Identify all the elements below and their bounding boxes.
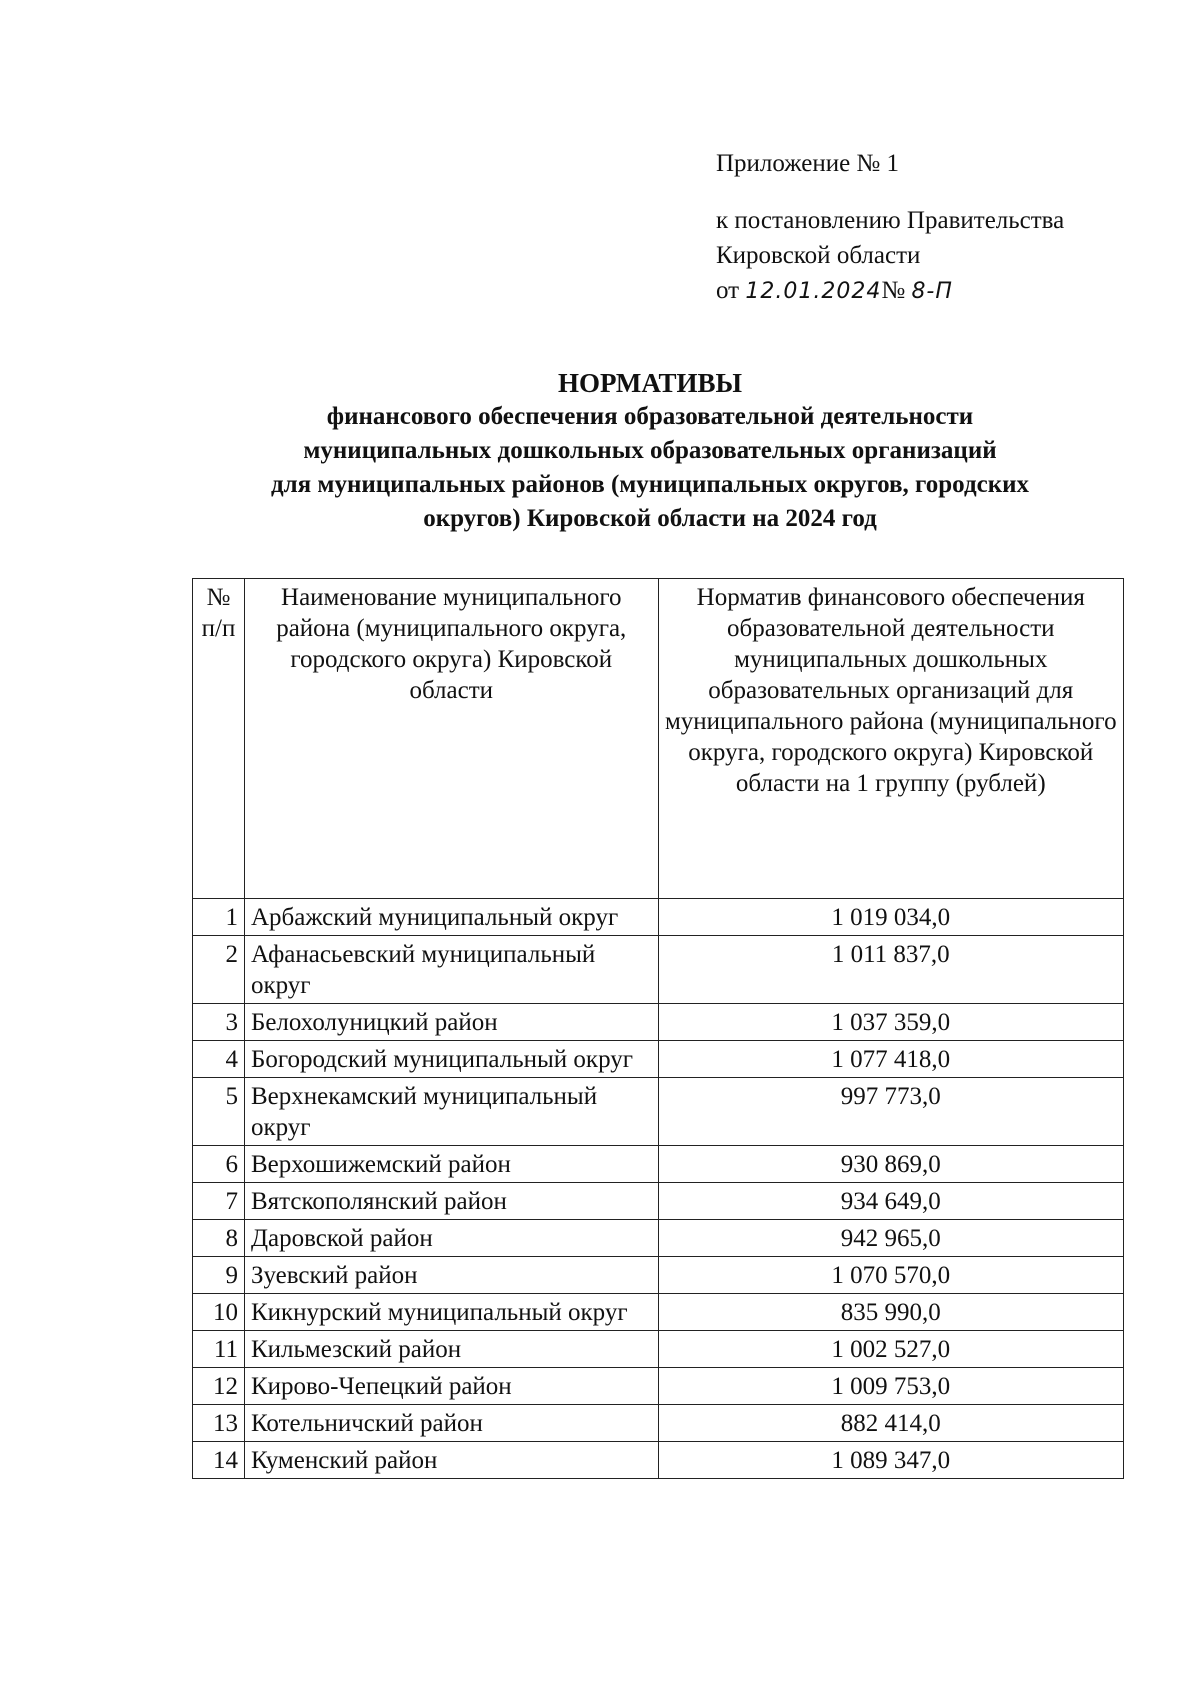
appendix-region-line: Кировской области [716, 242, 921, 269]
row-number: 14 [193, 1442, 245, 1479]
row-value: 882 414,0 [658, 1405, 1123, 1442]
row-value: 942 965,0 [658, 1220, 1123, 1257]
row-number: 7 [193, 1183, 245, 1220]
row-district: Белохолуницкий район [244, 1004, 658, 1041]
row-value: 1 002 527,0 [658, 1331, 1123, 1368]
row-number: 3 [193, 1004, 245, 1041]
row-value: 1 070 570,0 [658, 1257, 1123, 1294]
table-row [193, 899, 1124, 936]
header-norm-value: Норматив финансового обеспечения образовательной деятельности муниципальных дошкольных образовательных организаций для муниципального района (муниципального округа, городского округа) Кировской области на 1 группу (рублей) [658, 579, 1123, 899]
row-number: 6 [193, 1146, 245, 1183]
row-district: Котельничский район [244, 1405, 658, 1442]
row-number: 1 [193, 899, 245, 936]
row-district: Куменский район [244, 1442, 658, 1479]
table-header-row [193, 579, 1124, 899]
title-line-3: для муниципальных районов (муниципальных округов, городских [270, 471, 1030, 498]
table-row [193, 1183, 1124, 1220]
row-district: Кильмезский район [244, 1331, 658, 1368]
appendix-block [716, 146, 1064, 309]
row-number: 13 [193, 1405, 245, 1442]
row-district: Верхнекамский муниципальный округ [244, 1078, 658, 1146]
table-row [193, 1078, 1124, 1146]
row-number: 4 [193, 1041, 245, 1078]
row-district: Даровской район [244, 1220, 658, 1257]
row-value: 1 011 837,0 [658, 936, 1123, 1004]
table-row [193, 1405, 1124, 1442]
row-district: Кирово-Чепецкий район [244, 1368, 658, 1405]
row-number: 5 [193, 1078, 245, 1146]
title-main: НОРМАТИВЫ [557, 368, 743, 398]
row-district: Богородский муниципальный округ [244, 1041, 658, 1078]
row-district: Зуевский район [244, 1257, 658, 1294]
row-number: 12 [193, 1368, 245, 1405]
row-district: Арбажский муниципальный округ [244, 899, 658, 936]
table-row [193, 1331, 1124, 1368]
number-label: № [881, 277, 912, 304]
table-row [193, 1004, 1124, 1041]
row-value: 1 077 418,0 [658, 1041, 1123, 1078]
row-district: Вятскополянский район [244, 1183, 658, 1220]
date-prefix: от [716, 277, 746, 304]
table-row [193, 1368, 1124, 1405]
row-district: Верхошижемский район [244, 1146, 658, 1183]
row-district: Кикнурский муниципальный округ [244, 1294, 658, 1331]
row-value: 835 990,0 [658, 1294, 1123, 1331]
appendix-date-line [716, 273, 1064, 309]
header-number: № п/п [193, 579, 245, 899]
title-line-4: округов) Кировской области на 2024 год [423, 505, 877, 532]
title-line-1: финансового обеспечения образовательной деятельности [326, 403, 974, 430]
table-row [193, 1041, 1124, 1078]
title-line-2: муниципальных дошкольных образовательных организаций [303, 437, 997, 464]
table-row [193, 1442, 1124, 1479]
row-district: Афанасьевский муниципальный округ [244, 936, 658, 1004]
row-value: 997 773,0 [658, 1078, 1123, 1146]
row-number: 10 [193, 1294, 245, 1331]
table-row [193, 1220, 1124, 1257]
row-number: 2 [193, 936, 245, 1004]
row-value: 930 869,0 [658, 1146, 1123, 1183]
row-number: 8 [193, 1220, 245, 1257]
row-value: 1 089 347,0 [658, 1442, 1123, 1479]
document-title [160, 366, 1140, 536]
table-body [193, 899, 1124, 1479]
appendix-number: Приложение № 1 [716, 150, 900, 177]
handwritten-number: 8-П [911, 279, 953, 304]
table-row [193, 1146, 1124, 1183]
table-row [193, 1257, 1124, 1294]
row-number: 9 [193, 1257, 245, 1294]
row-value: 1 037 359,0 [658, 1004, 1123, 1041]
table-row [193, 936, 1124, 1004]
norms-table [192, 578, 1124, 1479]
row-number: 11 [193, 1331, 245, 1368]
appendix-gap [716, 181, 1064, 203]
row-value: 934 649,0 [658, 1183, 1123, 1220]
row-value: 1 019 034,0 [658, 899, 1123, 936]
header-district-name: Наименование муниципального района (муниципального округа, городского округа) Кировской области [244, 579, 658, 899]
handwritten-date: 12.01.2024 [745, 279, 882, 304]
row-value: 1 009 753,0 [658, 1368, 1123, 1405]
table-row [193, 1294, 1124, 1331]
appendix-resolution-line: к постановлению Правительства [716, 207, 1065, 234]
